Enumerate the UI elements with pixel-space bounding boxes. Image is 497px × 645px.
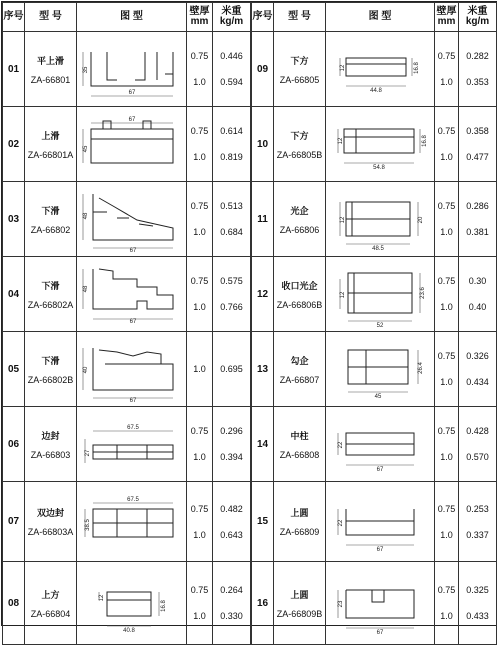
row-seq: 04 [3,257,25,332]
row-model [274,32,326,107]
profile-code: ZA-66807 [279,374,320,385]
row-seq: 07 [3,482,25,562]
profile-drawing [77,182,187,257]
dimension-label: 12 [340,216,346,224]
header-weight: 米重 kg/m [213,3,251,32]
row-seq: 15 [252,482,274,562]
meter-weight: 0.326 0.434 [459,332,497,407]
row-model [25,332,77,407]
row-model [25,182,77,257]
profile-drawing [326,482,435,562]
row-seq: 05 [3,332,25,407]
row-seq: 08 [3,562,25,645]
wall-thickness: 0.75 1.0 [435,562,459,645]
dimension-label: 67 [376,630,384,636]
dimension-label: 35 [83,66,89,74]
wall-thickness: 0.75 1.0 [187,562,213,645]
dimension-label: 67 [128,90,136,96]
wall-thickness: 0.75 1.0 [435,257,459,332]
profile-code: ZA-66808 [279,449,320,460]
dimension-label: 12 [340,291,346,299]
table-row [252,482,497,562]
table-row [252,32,497,107]
dimension-label: 40.8 [123,628,135,634]
row-model [274,257,326,332]
row-seq: 02 [3,107,25,182]
row-model [274,562,326,645]
dimension-label: 22 [338,441,344,449]
header-weight: 米重 kg/m [459,3,497,32]
profile-name: 收口光企 [281,280,318,291]
left-table [2,2,251,634]
profile-drawing [326,562,435,645]
dimension-label: 44.8 [370,88,382,94]
profile-name: 上滑 [41,130,60,141]
meter-weight: 0.482 0.643 [213,482,251,562]
profile-name: 下方 [290,55,309,66]
row-model [274,407,326,482]
dimension-label: 48.5 [372,246,384,252]
profile-code: ZA-66802 [30,224,71,235]
profile-code: ZA-66803A [27,527,74,537]
wall-thickness: 0.75 1.0 [435,407,459,482]
meter-weight: 0.325 0.433 [459,562,497,645]
dimension-label: 23 [338,600,344,608]
dimension-label: 67 [376,546,384,553]
table-row [252,182,497,257]
profile-code: ZA-66802A [27,299,74,310]
row-model [274,107,326,182]
table-row [3,32,251,107]
row-model [25,482,77,562]
meter-weight: 0.264 0.330 [213,562,251,645]
profile-drawing [77,407,187,482]
table-row [3,182,251,257]
header-row [3,3,251,32]
profile-name: 下滑 [41,205,60,216]
profile-name: 上圆 [290,508,309,518]
profile-name: 中柱 [290,430,309,441]
table-row [3,562,251,645]
row-model [25,107,77,182]
dimension-label: 23.6 [420,287,426,299]
wall-thickness: 0.75 1.0 [435,332,459,407]
row-model [274,332,326,407]
row-seq: 14 [252,407,274,482]
profile-drawing [77,107,187,182]
meter-weight: 0.296 0.394 [213,407,251,482]
profile-code: ZA-66801A [27,149,74,160]
meter-weight: 0.30 0.40 [459,257,497,332]
profile-drawing [326,107,435,182]
header-drawing: 图 型 [326,3,435,32]
meter-weight: 0.282 0.353 [459,32,497,107]
row-seq: 16 [252,562,274,645]
profile-spec-sheet [1,1,497,636]
dimension-label: 12 [99,594,105,602]
dimension-label: 67 [376,467,384,473]
dimension-label: 22 [338,519,344,526]
table-row [3,407,251,482]
meter-weight: 0.446 0.594 [213,32,251,107]
dimension-label: 52 [376,323,384,329]
profile-name: 上方 [41,589,60,600]
profile-code: ZA-66805 [279,74,320,85]
dimension-label: 67 [129,319,137,325]
wall-thickness: 0.75 1.0 [187,32,213,107]
profile-code: ZA-66804 [30,608,71,619]
dimension-label: 38.5 [85,518,91,531]
dimension-label: 67.5 [127,425,139,431]
profile-name: 上圆 [290,589,309,600]
wall-thickness: 0.75 1.0 [187,407,213,482]
dimension-label: 12 [338,137,344,145]
dimension-label: 16.8 [161,600,167,612]
dimension-label: 45 [374,394,382,400]
meter-weight: 0.286 0.381 [459,182,497,257]
profile-name: 平上滑 [36,55,64,66]
right-table [251,2,496,636]
header-thickness: 壁厚 mm [435,3,459,32]
row-model [25,562,77,645]
dimension-label: 67 [128,117,136,123]
row-seq: 09 [252,32,274,107]
profile-name: 下滑 [41,355,60,366]
profile-code: ZA-66806 [279,224,320,235]
wall-thickness: 0.75 1.0 [435,107,459,182]
row-model [274,482,326,562]
table-row [3,482,251,562]
profile-code: ZA-66803 [30,449,71,460]
table-row [252,562,497,645]
table-row [252,407,497,482]
profile-drawing [326,182,435,257]
meter-weight: 0.614 0.819 [213,107,251,182]
meter-weight: 0.358 0.477 [459,107,497,182]
dimension-label: 16.8 [422,135,428,147]
dimension-label: 27 [85,449,91,457]
table-row [3,107,251,182]
dimension-label: 48 [83,212,89,220]
header-thickness: 壁厚 mm [187,3,213,32]
profile-name: 双边封 [36,508,64,518]
table-row [252,332,497,407]
profile-drawing [77,32,187,107]
meter-weight: 0.253 0.337 [459,482,497,562]
row-model [25,257,77,332]
header-seq: 序号 [252,3,274,32]
dimension-label: 26.4 [418,362,424,374]
profile-drawing [326,407,435,482]
row-seq: 01 [3,32,25,107]
wall-thickness: 0.75 1.0 [435,482,459,562]
profile-code: ZA-66801 [30,74,71,85]
table-row [252,107,497,182]
row-model [25,407,77,482]
right-spec-table [251,2,497,645]
profile-code: ZA-66802B [27,374,74,385]
wall-thickness: 0.75 1.0 [187,257,213,332]
profile-code: ZA-66805B [276,149,323,160]
header-drawing: 图 型 [77,3,187,32]
profile-drawing [77,257,187,332]
wall-thickness: 0.75 1.0 [435,32,459,107]
meter-weight: 0.428 0.570 [459,407,497,482]
wall-thickness: 1.0 [187,332,213,407]
row-seq: 13 [252,332,274,407]
row-seq: 12 [252,257,274,332]
meter-weight: 0.575 0.766 [213,257,251,332]
dimension-label: 20 [418,216,424,224]
header-model: 型 号 [25,3,77,32]
header-row [252,3,497,32]
dimension-label: 12 [340,64,346,72]
dimension-label: 45 [83,145,89,153]
wall-thickness: 0.75 1.0 [187,482,213,562]
dimension-label: 54.8 [373,165,385,171]
profile-drawing [77,332,187,407]
dimension-label: 67.5 [127,496,139,503]
dimension-label: 40 [83,366,89,374]
wall-thickness: 0.75 1.0 [435,182,459,257]
row-seq: 06 [3,407,25,482]
profile-name: 边封 [41,430,60,441]
profile-drawing [326,32,435,107]
row-seq: 03 [3,182,25,257]
profile-name: 勾企 [290,355,309,366]
profile-code: ZA-66809 [279,527,320,537]
left-spec-table [2,2,251,645]
dimension-label: 67 [129,398,137,404]
profile-name: 下方 [290,130,309,141]
profile-name: 光企 [290,205,309,216]
row-model [274,182,326,257]
profile-code: ZA-66806B [276,299,323,310]
header-model: 型 号 [274,3,326,32]
table-row [3,332,251,407]
profile-drawing [326,257,435,332]
profile-drawing [77,482,187,562]
dimension-label: 16.8 [414,62,420,74]
profile-name: 下滑 [41,280,60,291]
meter-weight: 0.513 0.684 [213,182,251,257]
row-seq: 10 [252,107,274,182]
dimension-label: 67 [129,248,137,254]
header-seq: 序号 [3,3,25,32]
profile-drawing [326,332,435,407]
profile-code: ZA-66809B [276,608,323,619]
row-seq: 11 [252,182,274,257]
table-row [252,257,497,332]
wall-thickness: 0.75 1.0 [187,107,213,182]
row-model [25,32,77,107]
profile-drawing [77,562,187,645]
table-row [3,257,251,332]
dimension-label: 48 [83,285,89,293]
wall-thickness: 0.75 1.0 [187,182,213,257]
meter-weight: 0.695 [213,332,251,407]
